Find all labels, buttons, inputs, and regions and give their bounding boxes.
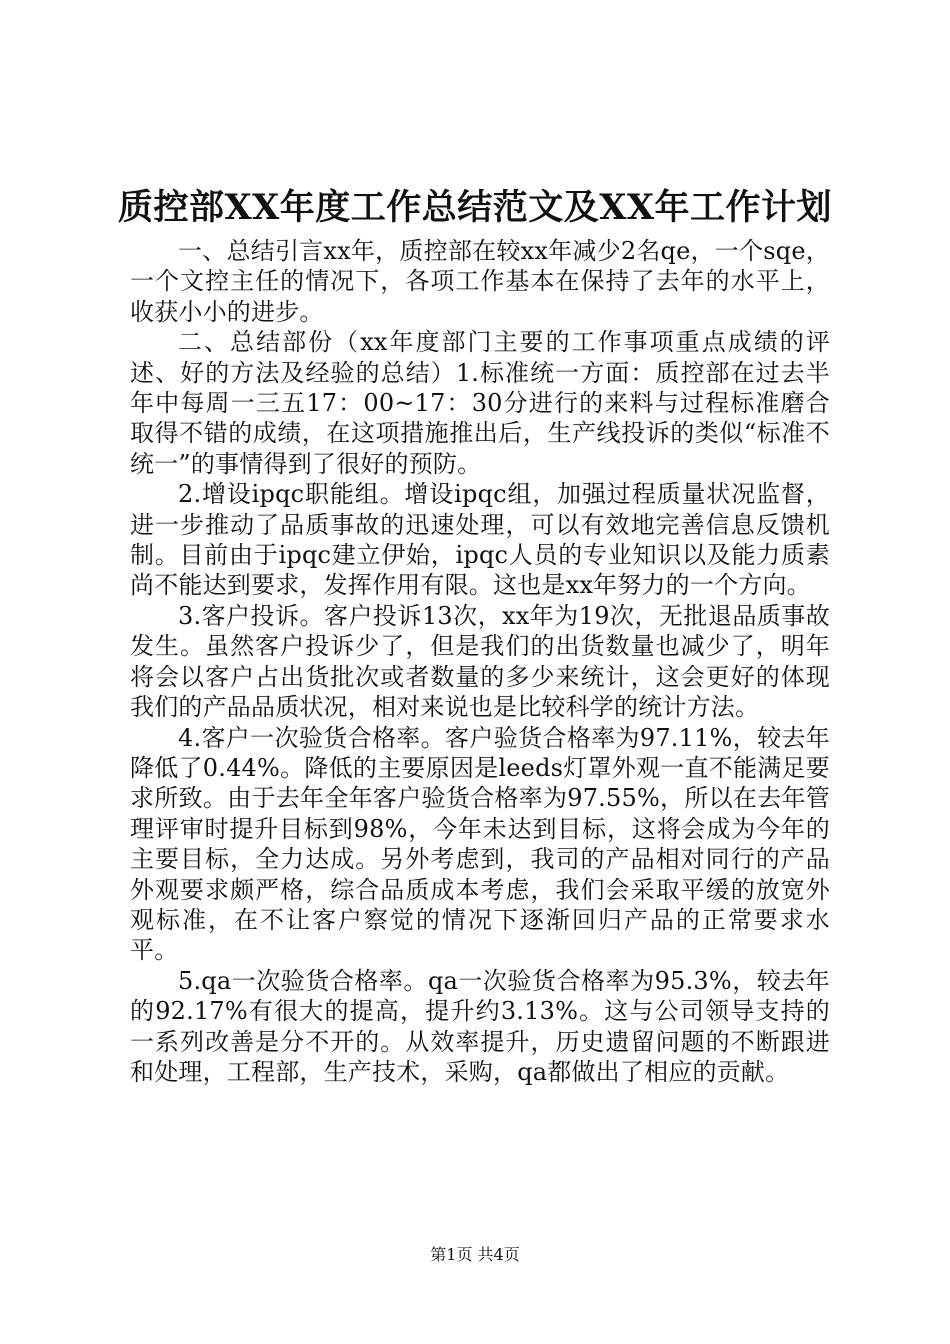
- page-footer: 第1页 共4页: [430, 1245, 520, 1264]
- paragraph-qa-pass-rate: 5.qa一次验货合格率。qa一次验货合格率为95.3%，较去年的92.17%有很大的提高，提升约3.13%。这与公司领导支持的一系列改善是分不开的。从效率提升，历史遗留问题的不断跟进和处理，工程部，生产技术，采购，qa都做出了相应的贡献。: [130, 966, 830, 1086]
- paragraph-complaints: 3.客户投诉。客户投诉13次，xx年为19次，无批退品质事故发生。虽然客户投诉少了，但是我们的出货数量也减少了，明年将会以客户占出货批次或者数量的多少来统计，这会更好的体现我们的产品品质状况，相对来说也是比较科学的统计方法。: [130, 601, 830, 722]
- document-body: [130, 236, 830, 1087]
- paragraph-customer-pass-rate: 4.客户一次验货合格率。客户验货合格率为97.11%，较去年降低了0.44%。降低的主要原因是leeds灯罩外观一直不能满足要求所致。由于去年全年客户验货合格率为97.55%，所以在去年管理评审时提升目标到98%，今年未达到目标，这将会成为今年的主要目标，全力达成。另外考虑到，我司的产品相对同行的产品外观要求颇严格，综合品质成本考虑，我们会采取平缓的放宽外观标准，在不让客户察觉的情况下逐渐回归产品的正常要求水平。: [130, 723, 830, 965]
- document-title: 质控部XX年度工作总结范文及XX年工作计划: [117, 187, 833, 228]
- paragraph-intro: 一、总结引言xx年，质控部在较xx年减少2名qe，一个sqe，一个文控主任的情况下，各项工作基本在保持了去年的水平上，收获小小的进步。: [130, 237, 830, 326]
- paragraph-summary: 二、总结部份（xx年度部门主要的工作事项重点成绩的评述、好的方法及经验的总结）1.标准统一方面：质控部在过去半年中每周一三五17：00~17：30分进行的来料与过程标准磨合取得不错的成绩，在这项措施推出后，生产线投诉的类似“标准不统一”的事情得到了很好的预防。: [130, 328, 830, 478]
- paragraph-ipqc: 2.增设ipqc职能组。增设ipqc组，加强过程质量状况监督，进一步推动了品质事故的迅速处理，可以有效地完善信息反馈机制。目前由于ipqc建立伊始，ipqc人员的专业知识以及能力质素尚不能达到要求，发挥作用有限。这也是xx年努力的一个方向。: [130, 480, 830, 600]
